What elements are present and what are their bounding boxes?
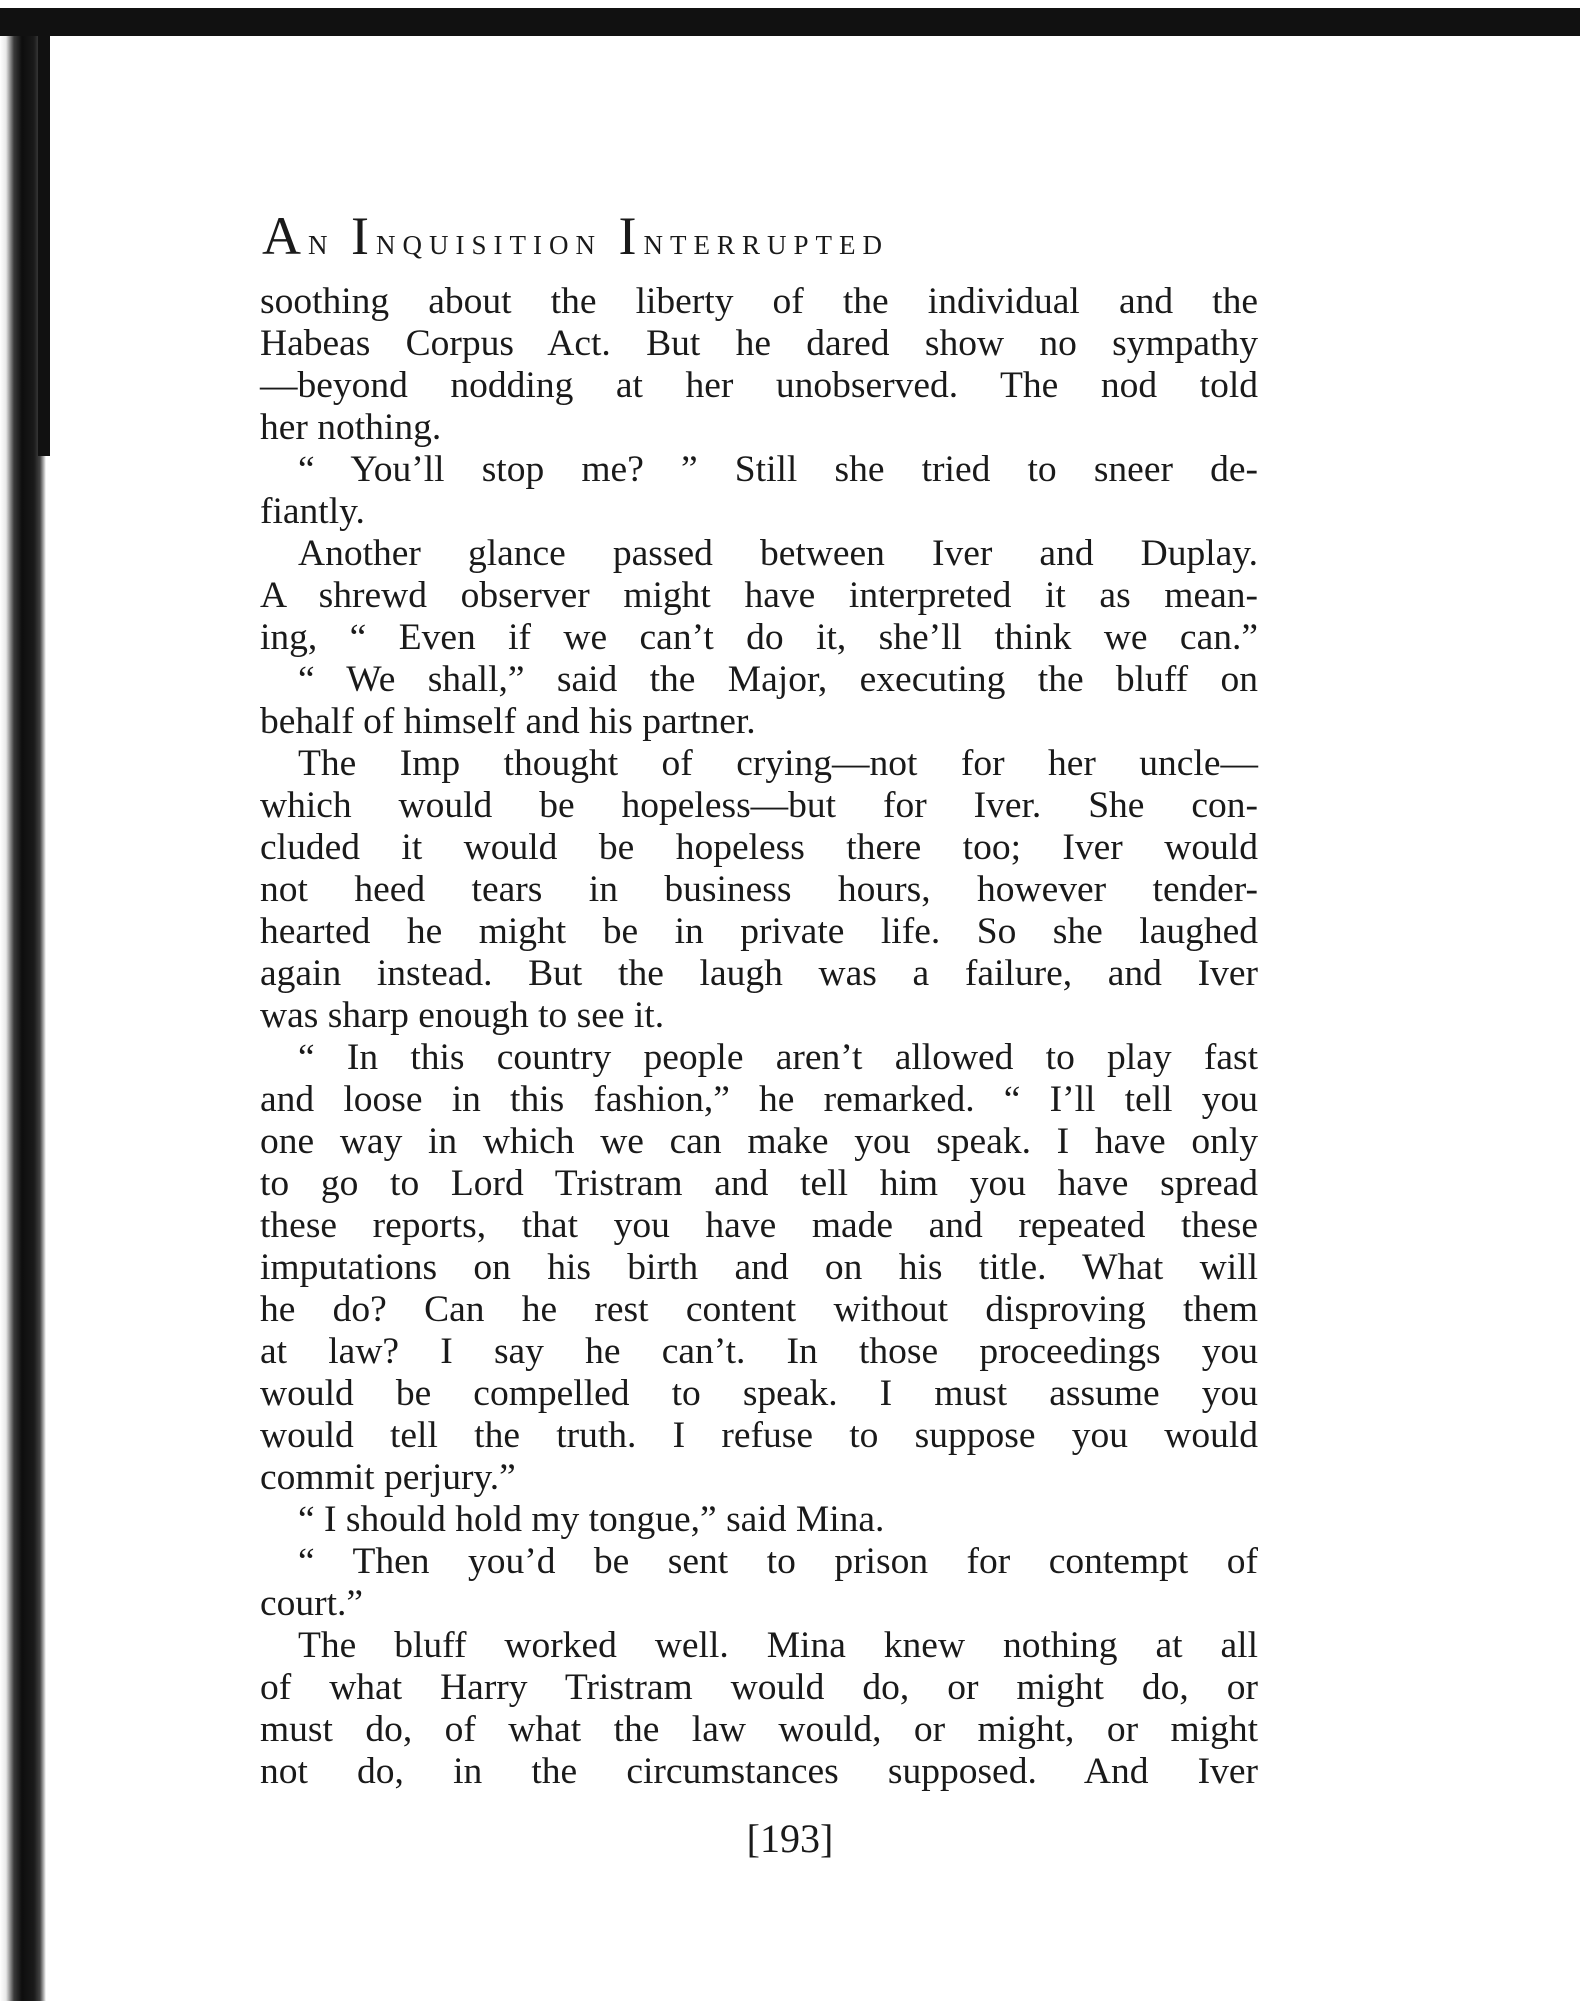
text-line: Another glance passed between Iver and Duplay. — [298, 533, 1258, 574]
text-line: fiantly. — [260, 491, 365, 532]
text-line: again instead. But the laugh was a failure, and Iver — [260, 953, 1258, 994]
text-line: he do? Can he rest content without disproving them — [260, 1289, 1258, 1330]
text-line: her nothing. — [260, 407, 442, 448]
text-line: imputations on his birth and on his title. What will — [260, 1247, 1258, 1288]
text-line: and loose in this fashion,” he remarked. “ I’ll tell you — [260, 1079, 1258, 1120]
text-line: Habeas Corpus Act. But he dared show no sympathy — [260, 323, 1258, 364]
scan-top-edge — [0, 8, 1580, 36]
page-number: [193] — [746, 1816, 834, 1861]
text-line: hearted he might be in private life. So she laughed — [260, 911, 1258, 952]
text-line: —beyond nodding at her unobserved. The nod told — [260, 365, 1258, 406]
text-line: was sharp enough to see it. — [260, 995, 665, 1036]
text-line: not do, in the circumstances supposed. And Iver — [260, 1751, 1258, 1792]
text-line: not heed tears in business hours, however tender- — [260, 869, 1258, 910]
text-line: “ You’ll stop me? ” Still she tried to sneer de- — [298, 449, 1258, 490]
running-head-initial: I — [618, 206, 644, 266]
text-line: “ In this country people aren’t allowed to play fast — [298, 1037, 1258, 1078]
text-line: The Imp thought of crying—not for her uncle— — [298, 743, 1258, 784]
text-line: “ Then you’d be sent to prison for contempt of — [298, 1541, 1258, 1582]
running-head-word: nquisition — [375, 221, 602, 263]
text-line: to go to Lord Tristram and tell him you have spread — [260, 1163, 1258, 1204]
running-head-initial: I — [351, 206, 376, 266]
text-line: behalf of himself and his partner. — [260, 701, 756, 742]
text-line: A shrewd observer might have interpreted it as mean- — [260, 575, 1258, 616]
running-head-word: n — [308, 221, 335, 263]
body-text — [260, 281, 1258, 1793]
running-head-initial: A — [262, 206, 308, 266]
text-line: soothing about the liberty of the individual and the — [260, 281, 1258, 322]
text-line: ing, “ Even if we can’t do it, she’ll think we can.” — [260, 617, 1258, 658]
text-line: which would be hopeless—but for Iver. She con- — [260, 785, 1258, 826]
text-line: court.” — [260, 1583, 364, 1624]
text-line: would be compelled to speak. I must assume you — [260, 1373, 1258, 1414]
text-line: at law? I say he can’t. In those proceedings you — [260, 1331, 1258, 1372]
text-line: would tell the truth. I refuse to suppose you would — [260, 1415, 1258, 1456]
text-line: must do, of what the law would, or might, or might — [260, 1709, 1258, 1750]
running-head — [262, 205, 1258, 267]
text-line: The bluff worked well. Mina knew nothing at all — [298, 1625, 1258, 1666]
text-line: commit perjury.” — [260, 1457, 516, 1498]
text-line: these reports, that you have made and repeated these — [260, 1205, 1258, 1246]
text-line: “ I should hold my tongue,” said Mina. — [298, 1499, 885, 1540]
text-line: cluded it would be hopeless there too; Iver would — [260, 827, 1258, 868]
running-head-word: nterrupted — [643, 221, 889, 263]
text-line: one way in which we can make you speak. I have only — [260, 1121, 1258, 1162]
text-line: of what Harry Tristram would do, or might do, or — [260, 1667, 1258, 1708]
text-line: “ We shall,” said the Major, executing the bluff on — [298, 659, 1258, 700]
scan-binding-shadow — [38, 36, 50, 456]
book-page — [260, 205, 1258, 1793]
